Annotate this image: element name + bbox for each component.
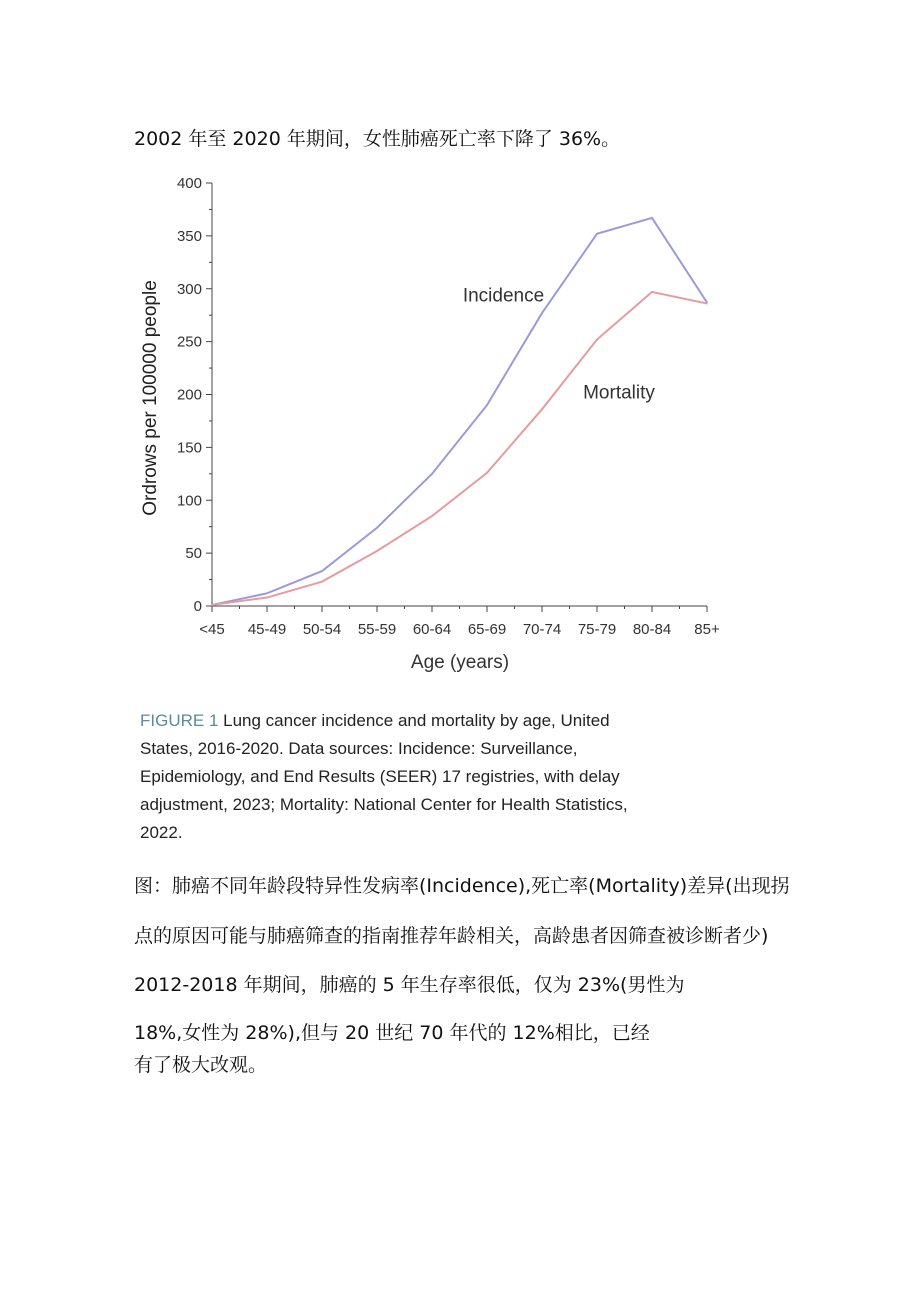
y-tick-label-200: 200 — [176, 386, 202, 404]
y-tick-label-250: 250 — [176, 333, 202, 351]
y-axis-title: Ordrows per 100000 people — [140, 280, 161, 516]
x-tick-label-4: 60-64 — [412, 621, 452, 638]
survival-paragraph-line-3: 有了极大改观。 — [134, 1054, 268, 1076]
x-tick-label-7: 75-79 — [577, 621, 617, 638]
figure-label: FIGURE 1 — [140, 711, 219, 730]
series-line-incidence — [212, 218, 707, 605]
series-label-mortality: Mortality — [583, 382, 655, 404]
caption-line-3: Epidemiology, and End Results (SEER) 17 registries, with delay — [140, 767, 620, 786]
chart-note-line-1: 图：肺癌不同年龄段特异性发病率(Incidence),死亡率(Mortality)差异(出现拐 — [134, 875, 790, 897]
caption-line-1: Lung cancer incidence and mortality by age, United — [218, 711, 610, 730]
series-line-mortality — [212, 292, 707, 605]
intro-paragraph: 2002 年至 2020 年期间，女性肺癌死亡率下降了 36%。 — [134, 128, 621, 150]
caption-line-5: 2022. — [140, 823, 183, 842]
x-tick-label-9: 85+ — [694, 621, 720, 638]
x-tick-label-6: 70-74 — [522, 621, 562, 638]
data-point-incidence-2 — [321, 570, 323, 572]
data-point-incidence-7 — [596, 233, 598, 235]
x-tick-label-2: 50-54 — [302, 621, 342, 638]
y-tick-label-0: 0 — [193, 598, 202, 615]
data-point-mortality-5 — [486, 472, 488, 474]
data-point-incidence-8 — [651, 217, 653, 219]
y-tick-label-150: 150 — [176, 439, 202, 457]
data-point-mortality-8 — [651, 291, 653, 293]
y-tick-label-350: 350 — [176, 227, 202, 245]
incidence-mortality-chart — [130, 168, 730, 688]
data-point-incidence-6 — [541, 312, 543, 314]
data-point-mortality-9 — [706, 303, 708, 305]
data-point-mortality-1 — [266, 597, 268, 599]
x-tick-label-1: 45-49 — [247, 621, 287, 638]
data-point-mortality-3 — [376, 550, 378, 552]
data-point-mortality-6 — [541, 409, 543, 411]
data-point-incidence-3 — [376, 527, 378, 529]
series-label-incidence: Incidence — [462, 285, 545, 307]
data-point-mortality-7 — [596, 339, 598, 341]
caption-line-4: adjustment, 2023; Mortality: National Center for Health Statistics, — [140, 795, 628, 814]
data-point-incidence-1 — [266, 593, 268, 595]
survival-paragraph-line-1: 2012-2018 年期间，肺癌的 5 年生存率很低，仅为 23%(男性为 — [134, 974, 685, 996]
x-tick-label-0: <45 — [199, 621, 225, 638]
figure-caption — [140, 707, 700, 847]
survival-paragraph-line-2: 18%,女性为 28%),但与 20 世纪 70 年代的 12%相比，已经 — [134, 1022, 650, 1044]
data-point-incidence-4 — [431, 473, 433, 475]
y-tick-label-400: 400 — [176, 175, 202, 192]
data-point-mortality-2 — [321, 581, 323, 583]
y-tick-label-100: 100 — [176, 492, 202, 510]
data-point-mortality-0 — [211, 604, 213, 606]
x-tick-label-8: 80-84 — [632, 621, 672, 638]
x-tick-label-5: 65-69 — [467, 621, 507, 638]
y-tick-label-300: 300 — [176, 280, 202, 298]
y-tick-label-50: 50 — [185, 545, 202, 563]
data-point-incidence-5 — [486, 404, 488, 406]
x-axis-title: Age (years) — [410, 652, 510, 673]
x-tick-label-3: 55-59 — [357, 621, 397, 638]
chart-note-line-2: 点的原因可能与肺癌筛查的指南推荐年龄相关，高龄患者因筛查被诊断者少) — [134, 925, 769, 947]
caption-line-2: States, 2016-2020. Data sources: Incidence: Surveillance, — [140, 739, 578, 758]
data-point-mortality-4 — [431, 515, 433, 517]
